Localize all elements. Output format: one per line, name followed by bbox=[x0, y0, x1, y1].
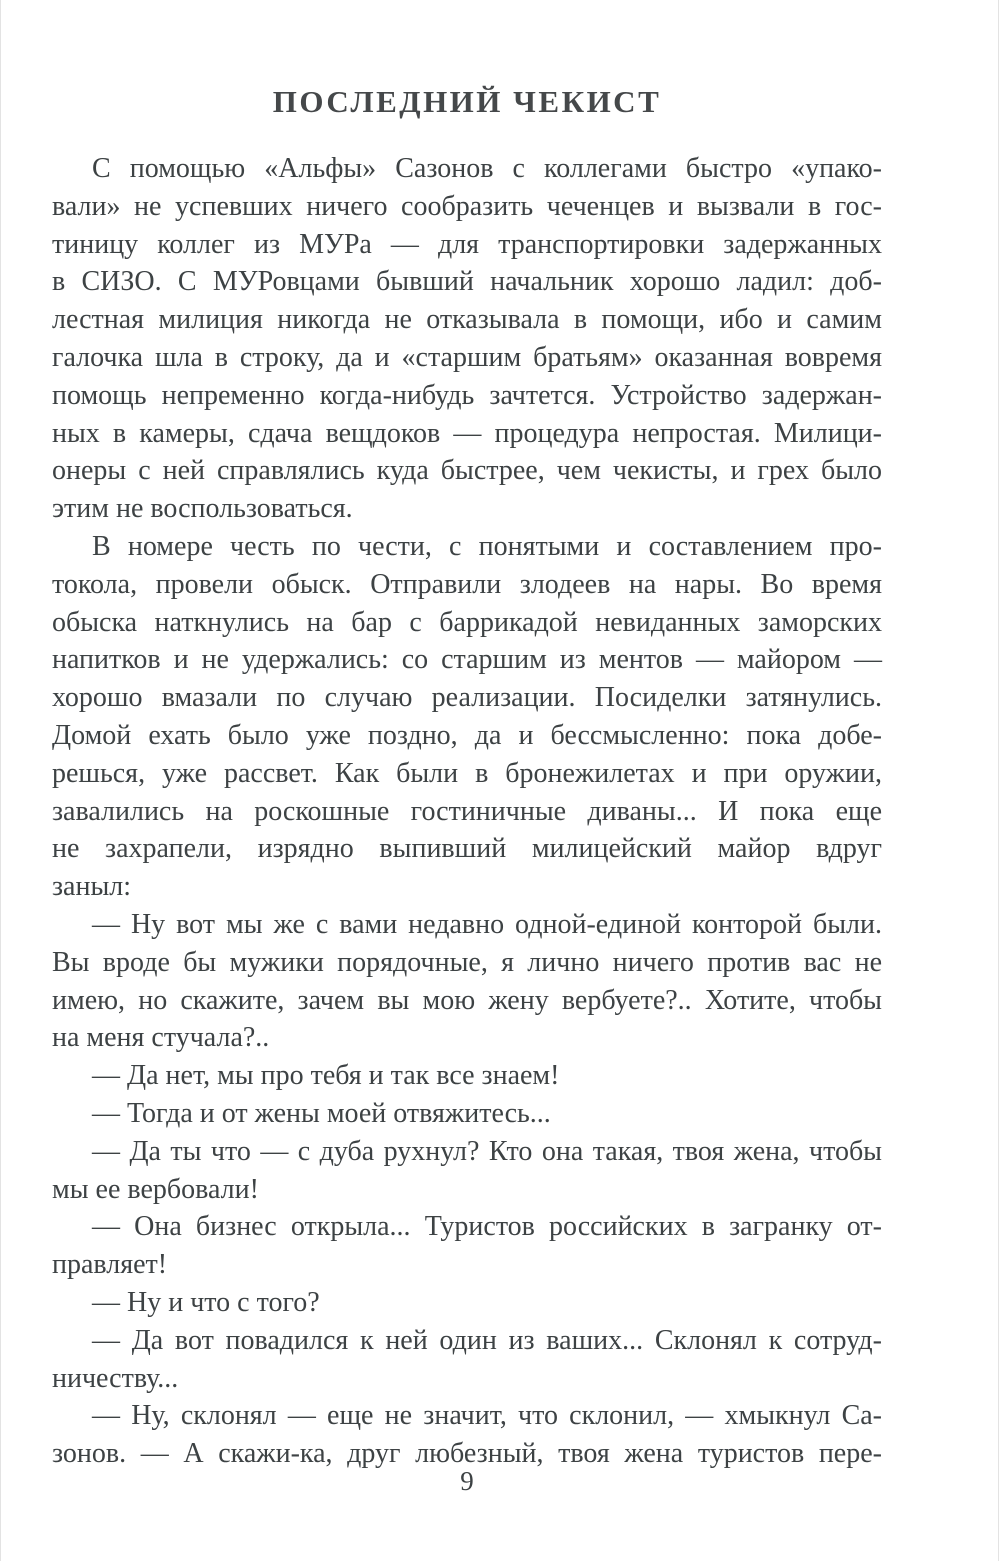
text-line: тиницу коллег из МУРа — для транспортировки задержанных bbox=[52, 228, 882, 260]
text-line: решься, уже рассвет. Как были в бронежилетах и при оружии, bbox=[52, 757, 882, 789]
page-number: 9 bbox=[460, 1466, 474, 1496]
text-line: обыска наткнулись на бар с баррикадой невиданных заморских bbox=[52, 606, 882, 638]
text-line: заныл: bbox=[52, 871, 132, 903]
paragraph bbox=[52, 1208, 882, 1284]
paragraph bbox=[52, 528, 882, 906]
text-line: имею, но скажите, зачем вы мою жену вербуете?.. Хотите, чтобы bbox=[52, 984, 882, 1016]
text-line: токола, провели обыск. Отправили злодеев на нары. Во время bbox=[52, 568, 882, 600]
paragraph bbox=[52, 1397, 882, 1473]
text-line: С помощью «Альфы» Сазонов с коллегами быстро «упако- bbox=[92, 153, 882, 184]
text-line: — Ну и что с того? bbox=[92, 1286, 320, 1318]
text-line: — Тогда и от жены моей отвяжитесь... bbox=[92, 1097, 551, 1129]
text-line: не захрапели, изрядно выпивший милицейский майор вдруг bbox=[52, 833, 882, 865]
paragraph bbox=[52, 150, 882, 528]
paragraph bbox=[52, 1133, 882, 1209]
text-line: Вы вроде бы мужики порядочные, я лично ничего против вас не bbox=[52, 946, 882, 978]
paragraph bbox=[52, 1095, 882, 1133]
text-line: напитков и не удержались: со старшим из ментов — майором — bbox=[52, 644, 882, 676]
scan-edge-right bbox=[998, 0, 999, 1561]
text-line: мы ее вербовали! bbox=[52, 1173, 259, 1205]
text-line: хорошо вмазали по случаю реализации. Посиделки затянулись. bbox=[52, 682, 882, 714]
text-line: ничеству... bbox=[52, 1362, 179, 1394]
text-line: онеры с ней справлялись куда быстрее, чем чекисты, и грех было bbox=[52, 455, 882, 487]
text-line: лестная милиция никогда не отказывала в помощи, ибо и самим bbox=[52, 304, 882, 336]
text-line: вали» не успевших ничего сообразить чеченцев и вызвали в гос- bbox=[52, 190, 882, 222]
text-line: — Да ты что — с дуба рухнул? Кто она такая, твоя жена, чтобы bbox=[92, 1135, 882, 1167]
text-line: Домой ехать было уже поздно, да и бессмысленно: пока добе- bbox=[52, 719, 882, 751]
text-line: помощь непременно когда-нибудь зачтется. Устройство задержан- bbox=[52, 379, 882, 411]
text-line: завалились на роскошные гостиничные диваны... И пока еще bbox=[52, 795, 882, 827]
paragraph bbox=[52, 906, 882, 1057]
text-line: правляет! bbox=[52, 1249, 168, 1281]
text-line: на меня стучала?.. bbox=[52, 1022, 270, 1054]
text-line: — Да нет, мы про тебя и так все знаем! bbox=[92, 1060, 560, 1092]
text-line: ных в камеры, сдача вещдоков — процедура непростая. Милици- bbox=[52, 417, 882, 449]
text-line: — Она бизнес открыла... Туристов российских в загранку от- bbox=[92, 1211, 882, 1243]
paragraph bbox=[52, 1057, 882, 1095]
text-line: — Ну, склонял — еще не значит, что склонил, — хмыкнул Са- bbox=[92, 1400, 882, 1432]
text-line: зонов. — А скажи-ка, друг любезный, твоя жена туристов пере- bbox=[52, 1438, 882, 1470]
text-line: — Да вот повадился к ней один из ваших... Склонял к сотруд- bbox=[92, 1324, 882, 1356]
text-line: — Ну вот мы же с вами недавно одной-единой конторой были. bbox=[92, 908, 882, 940]
chapter-title: ПОСЛЕДНИЙ ЧЕКИСТ bbox=[272, 84, 662, 119]
scan-edge-left bbox=[0, 0, 1, 1561]
text-line: В номере честь по чести, с понятыми и составлением про- bbox=[92, 530, 882, 562]
text-line: в СИЗО. С МУРовцами бывший начальник хорошо ладил: доб- bbox=[52, 266, 882, 298]
text-body bbox=[52, 150, 882, 1473]
text-line: этим не воспользоваться. bbox=[52, 493, 353, 525]
paragraph bbox=[52, 1322, 882, 1398]
paragraph bbox=[52, 1284, 882, 1322]
text-line: галочка шла в строку, да и «старшим братьям» оказанная вовремя bbox=[52, 341, 882, 373]
